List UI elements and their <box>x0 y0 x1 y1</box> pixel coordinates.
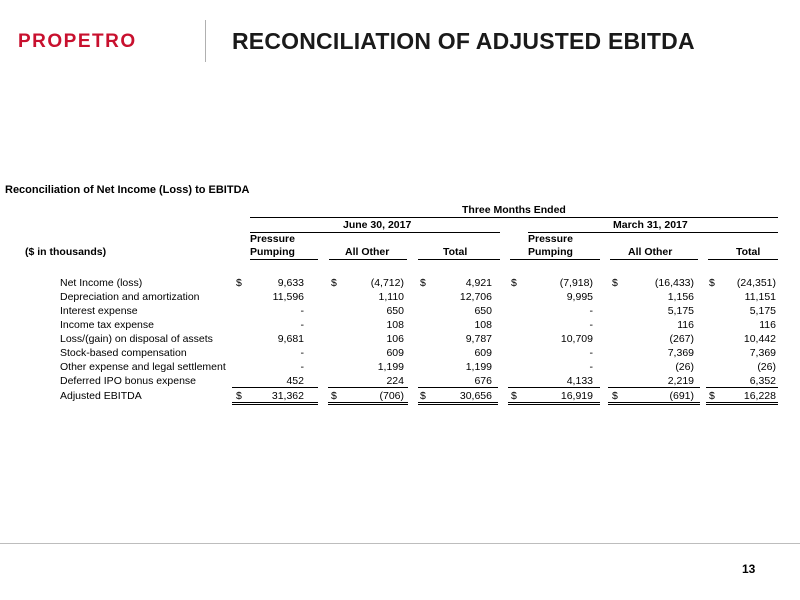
total-rule-bottom-2 <box>232 404 318 405</box>
cell-value: 108 <box>386 319 404 331</box>
row-label: Adjusted EBITDA <box>60 390 142 402</box>
page-title: RECONCILIATION OF ADJUSTED EBITDA <box>232 28 695 54</box>
cell-value: 1,156 <box>667 291 694 303</box>
cell-value: 224 <box>386 375 404 387</box>
row-label: Income tax expense <box>60 319 154 331</box>
col-pressure-march-l1: Pressure <box>528 233 573 245</box>
total-rule-bottom-2 <box>328 404 408 405</box>
cell-value: 16,919 <box>560 390 593 402</box>
cell-value: 106 <box>386 333 404 345</box>
cell-value: 9,633 <box>277 277 304 289</box>
total-rule-top <box>418 387 498 388</box>
three-months-rule <box>250 217 778 218</box>
col-all-other-march: All Other <box>628 246 673 258</box>
header-divider <box>205 20 206 62</box>
cell-value: 16,228 <box>743 390 776 402</box>
row-label: Depreciation and amortization <box>60 291 200 303</box>
col-total-june: Total <box>443 246 468 258</box>
cell-value: 9,681 <box>277 333 304 345</box>
col-pressure-june-l1: Pressure <box>250 233 295 245</box>
three-months-header: Three Months Ended <box>462 204 566 216</box>
cell-value: - <box>589 319 593 331</box>
dollar-sign: $ <box>511 277 517 289</box>
dollar-sign: $ <box>420 390 426 402</box>
cell-value: 10,709 <box>560 333 593 345</box>
total-rule-top <box>608 387 700 388</box>
cell-value: 1,199 <box>465 361 492 373</box>
cell-value: 6,352 <box>749 375 776 387</box>
total-rule-bottom-2 <box>418 404 498 405</box>
cell-value: 108 <box>474 319 492 331</box>
dollar-sign: $ <box>331 277 337 289</box>
cell-value: (691) <box>669 390 694 402</box>
dollar-sign: $ <box>612 277 618 289</box>
row-label: Net Income (loss) <box>60 277 143 289</box>
total-rule-bottom-1 <box>232 402 318 403</box>
dollar-sign: $ <box>612 390 618 402</box>
cell-value: 5,175 <box>667 305 694 317</box>
hdr-rule-pp-june <box>250 259 318 260</box>
total-rule-bottom-1 <box>608 402 700 403</box>
cell-value: 1,199 <box>377 361 404 373</box>
cell-value: - <box>300 305 304 317</box>
page-number: 13 <box>742 562 756 576</box>
cell-value: 31,362 <box>271 390 304 402</box>
cell-value: 650 <box>386 305 404 317</box>
row-label: Interest expense <box>60 305 138 317</box>
cell-value: - <box>300 319 304 331</box>
cell-value: 116 <box>759 319 776 331</box>
col-pressure-march-l2: Pumping <box>528 246 573 258</box>
cell-value: (16,433) <box>654 277 694 289</box>
dollar-sign: $ <box>236 277 242 289</box>
cell-value: 452 <box>286 375 304 387</box>
cell-value: 30,656 <box>459 390 492 402</box>
dollar-sign: $ <box>420 277 426 289</box>
period-header-june: June 30, 2017 <box>343 219 412 231</box>
cell-value: 116 <box>677 319 694 331</box>
cell-value: (26) <box>675 361 694 373</box>
cell-value: - <box>300 347 304 359</box>
cell-value: 7,369 <box>749 347 776 359</box>
dollar-sign: $ <box>511 390 517 402</box>
cell-value: - <box>589 347 593 359</box>
cell-value: - <box>589 305 593 317</box>
dollar-sign: $ <box>331 390 337 402</box>
col-pressure-june-l2: Pumping <box>250 246 295 258</box>
dollar-sign: $ <box>236 390 242 402</box>
hdr-rule-ao-june <box>329 259 407 260</box>
row-label: Stock-based compensation <box>60 347 187 359</box>
total-rule-bottom-2 <box>508 404 600 405</box>
logo: PROPETRO <box>18 31 137 52</box>
total-rule-bottom-1 <box>328 402 408 403</box>
cell-value: 9,995 <box>566 291 593 303</box>
hdr-rule-tot-march <box>708 259 778 260</box>
total-rule-bottom-1 <box>508 402 600 403</box>
period-header-march: March 31, 2017 <box>613 219 688 231</box>
cell-value: 609 <box>474 347 492 359</box>
cell-value: 11,151 <box>744 291 776 303</box>
cell-value: 650 <box>474 305 492 317</box>
cell-value: 9,787 <box>465 333 492 345</box>
total-rule-top <box>232 387 318 388</box>
cell-value: (7,918) <box>559 277 593 289</box>
dollar-sign: $ <box>709 277 715 289</box>
total-rule-bottom-1 <box>418 402 498 403</box>
cell-value: 12,706 <box>459 291 492 303</box>
row-label: Deferred IPO bonus expense <box>60 375 196 387</box>
hdr-rule-pp-march <box>510 259 600 260</box>
cell-value: (4,712) <box>370 277 404 289</box>
cell-value: 4,133 <box>566 375 593 387</box>
footer-divider <box>0 543 800 544</box>
dollar-sign: $ <box>709 390 715 402</box>
cell-value: 2,219 <box>667 375 694 387</box>
total-rule-top <box>508 387 600 388</box>
row-label: Loss/(gain) on disposal of assets <box>60 333 213 345</box>
row-label: Other expense and legal settlement <box>60 361 226 373</box>
cell-value: (26) <box>757 361 776 373</box>
cell-value: 609 <box>386 347 404 359</box>
cell-value: 4,921 <box>465 277 492 289</box>
cell-value: - <box>300 361 304 373</box>
cell-value: 10,442 <box>743 333 776 345</box>
unit-label: ($ in thousands) <box>25 246 107 258</box>
total-rule-bottom-2 <box>608 404 700 405</box>
cell-value: (267) <box>669 333 694 345</box>
cell-value: (24,351) <box>736 277 776 289</box>
cell-value: 7,369 <box>667 347 694 359</box>
total-rule-bottom-2 <box>706 404 778 405</box>
col-total-march: Total <box>736 246 761 258</box>
total-rule-top <box>706 387 778 388</box>
cell-value: 11,596 <box>272 291 304 303</box>
table-subtitle: Reconciliation of Net Income (Loss) to EBITDA <box>5 184 250 196</box>
total-rule-top <box>328 387 408 388</box>
cell-value: (706) <box>379 390 404 402</box>
total-rule-bottom-1 <box>706 402 778 403</box>
col-all-other-june: All Other <box>345 246 390 258</box>
cell-value: 1,110 <box>378 291 404 303</box>
cell-value: 676 <box>474 375 492 387</box>
cell-value: 5,175 <box>749 305 776 317</box>
cell-value: - <box>589 361 593 373</box>
hdr-rule-tot-june <box>418 259 500 260</box>
hdr-rule-ao-march <box>610 259 698 260</box>
